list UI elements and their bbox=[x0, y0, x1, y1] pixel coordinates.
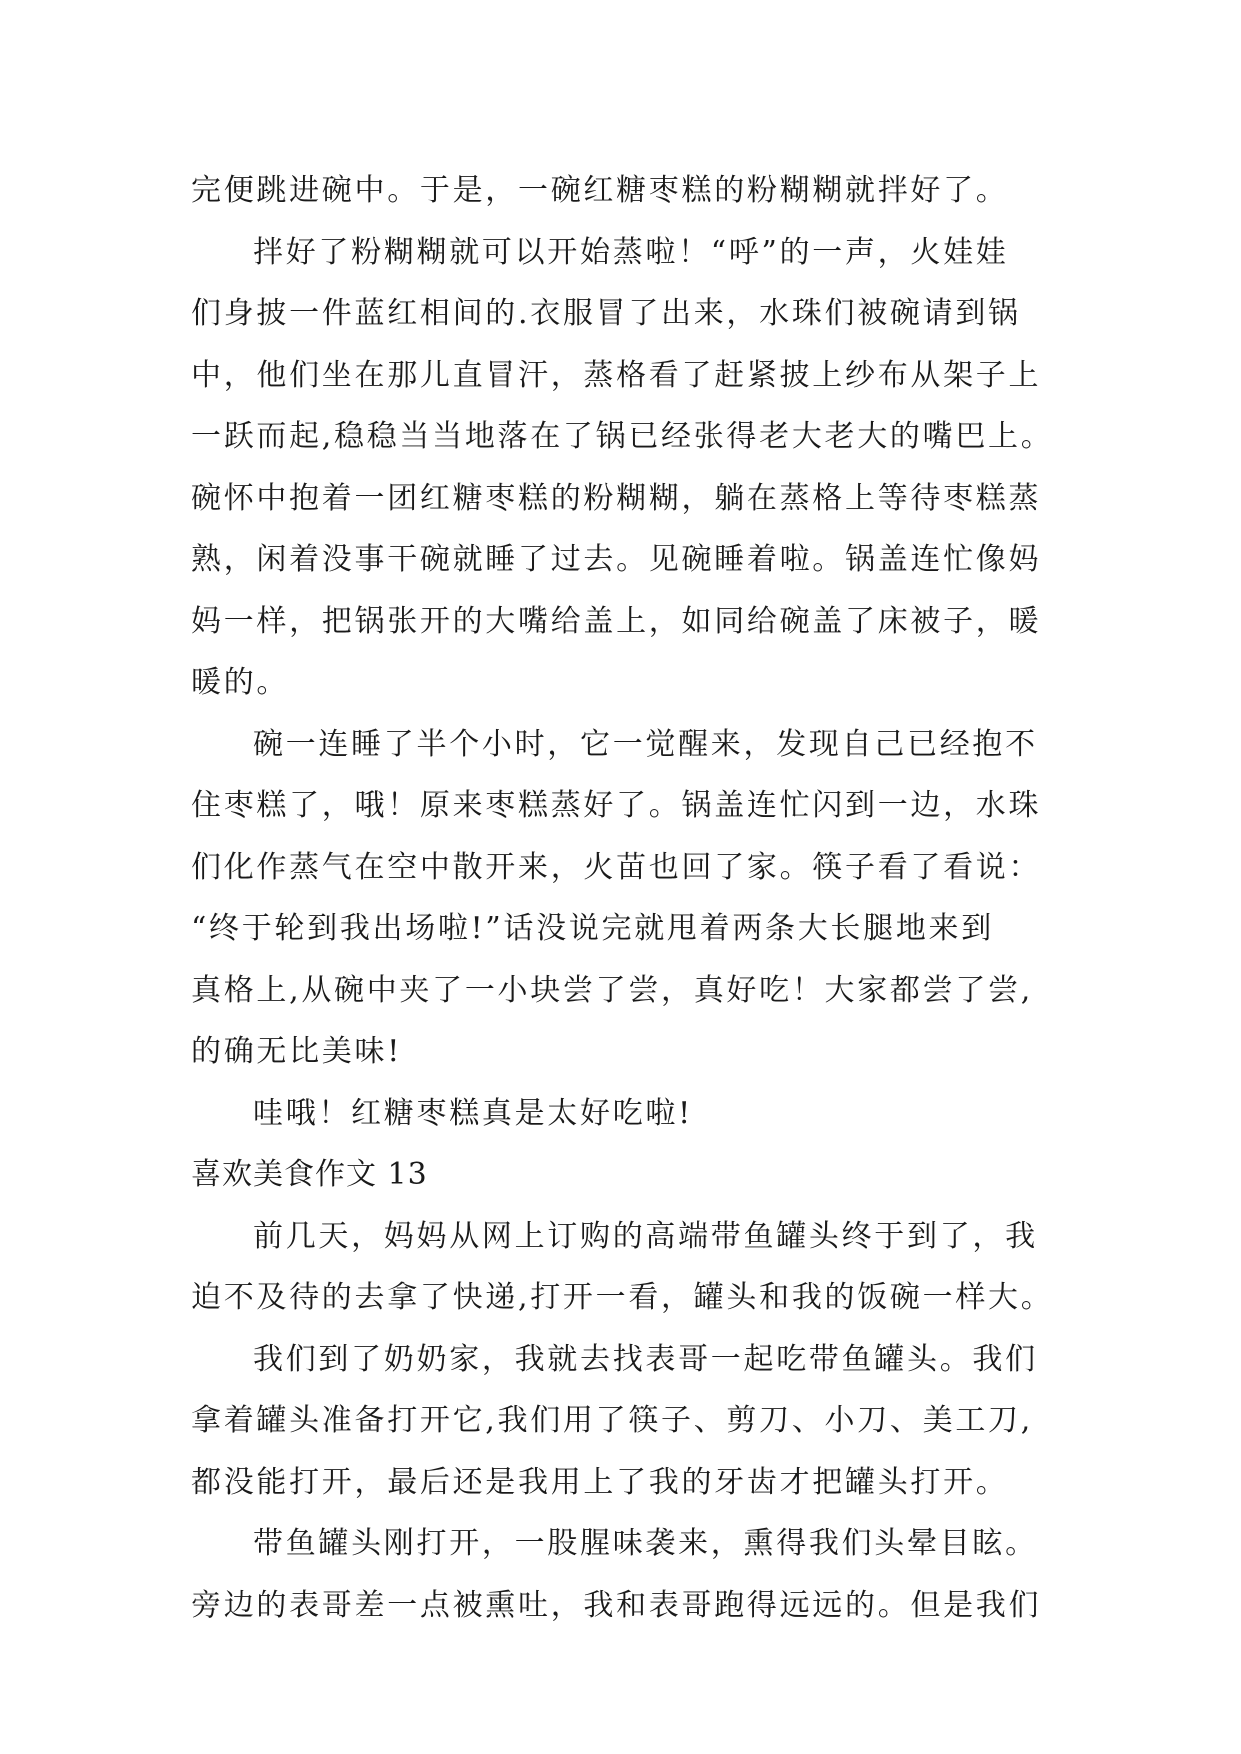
text-line: 一跃而起,稳稳当当地落在了锅已经张得老大老大的嘴巴上。 bbox=[191, 419, 1054, 454]
text-line: 暖的。 bbox=[191, 665, 290, 700]
text-line: 哇哦！红糖枣糕真是太好吃啦! bbox=[253, 1095, 693, 1131]
text-line: 碗一连睡了半个小时，它一觉醒来，发现自己已经抱不 bbox=[253, 726, 1038, 762]
text-line: 们身披一件蓝红相间的.衣服冒了出来，水珠们被碗请到锅 bbox=[191, 296, 1021, 331]
text-line: 们化作蒸气在空中散开来，火苗也回了家。筷子看了看说： bbox=[191, 849, 1042, 885]
text-line: 碗怀中抱着一团红糖枣糕的粉糊糊，躺在蒸格上等待枣糕蒸 bbox=[191, 480, 1042, 516]
text-line: 拌好了粉糊糊就可以开始蒸啦！“呼”的一声，火娃娃 bbox=[253, 234, 1009, 270]
text-line: 完便跳进碗中。于是，一碗红糖枣糕的粉糊糊就拌好了。 bbox=[191, 173, 1009, 208]
text-line: 都没能打开，最后还是我用上了我的牙齿才把罐头打开。 bbox=[191, 1464, 1009, 1500]
text-line: 拿着罐头准备打开它,我们用了筷子、剪刀、小刀、美工刀, bbox=[191, 1403, 1033, 1438]
text-line: 前几天，妈妈从网上订购的高端带鱼罐头终于到了，我 bbox=[253, 1218, 1038, 1254]
text-line: 真格上,从碗中夹了一小块尝了尝，真好吃！大家都尝了尝, bbox=[191, 972, 1033, 1008]
text-line: 旁边的表哥差一点被熏吐，我和表哥跑得远远的。但是我们 bbox=[191, 1587, 1042, 1623]
text-line: 中，他们坐在那儿直冒汗，蒸格看了赶紧披上纱布从架子上 bbox=[191, 357, 1042, 393]
document-body bbox=[191, 160, 1071, 1636]
text-line: 妈一样，把锅张开的大嘴给盖上，如同给碗盖了床被子，暖 bbox=[191, 603, 1042, 639]
text-line: 迫不及待的去拿了快递,打开一看，罐头和我的饭碗一样大。 bbox=[191, 1280, 1054, 1315]
text-line: “终于轮到我出场啦!”话没说完就甩着两条大长腿地来到 bbox=[191, 911, 994, 946]
text-line: 我们到了奶奶家，我就去找表哥一起吃带鱼罐头。我们 bbox=[253, 1341, 1038, 1377]
text-line: 熟，闲着没事干碗就睡了过去。见碗睡着啦。锅盖连忙像妈 bbox=[191, 542, 1042, 577]
text-line: 的确无比美味! bbox=[191, 1034, 402, 1069]
text-line: 带鱼罐头刚打开，一股腥味袭来，熏得我们头晕目眩。 bbox=[253, 1526, 1038, 1561]
section-heading: 喜欢美食作文 13 bbox=[191, 1157, 428, 1192]
text-line: 住枣糕了，哦！原来枣糕蒸好了。锅盖连忙闪到一边，水珠 bbox=[191, 788, 1042, 823]
